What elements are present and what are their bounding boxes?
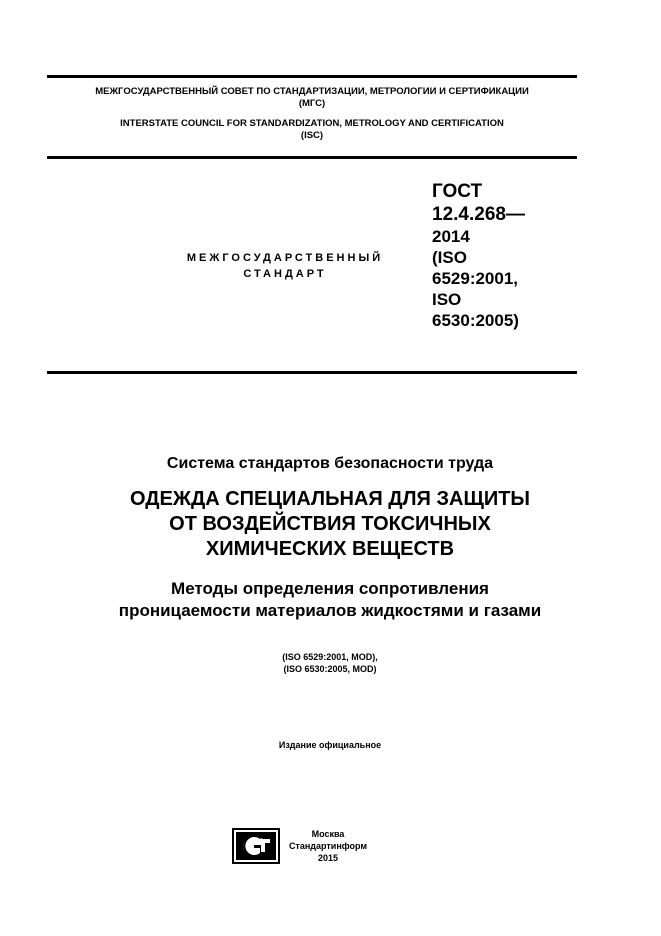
top-rule (47, 75, 577, 78)
council-name-ru: МЕЖГОСУДАРСТВЕННЫЙ СОВЕТ ПО СТАНДАРТИЗАЦИИ, МЕТРОЛОГИИ И СЕРТИФИКАЦИИ (95, 86, 529, 97)
publisher-block (283, 828, 373, 864)
subtitle-line2: проницаемости материалов жидкостями и газами (118, 601, 542, 620)
header-rule (47, 156, 577, 159)
council-abbr-ru: (МГС) (298, 98, 326, 109)
main-title-line1: ОДЕЖДА СПЕЦИАЛЬНАЯ ДЛЯ ЗАЩИТЫ (130, 488, 530, 510)
iso-ref-line2: (ISO 6530:2005, MOD) (283, 664, 377, 674)
designation-line5: 6529:2001, (432, 269, 519, 288)
designation-line1: ГОСТ (432, 181, 483, 202)
designation-line3: 2014 (432, 227, 470, 246)
council-header (47, 86, 577, 142)
designation-line6: ISO (432, 290, 462, 309)
council-abbr-en: (ISC) (300, 130, 324, 141)
standard-type (150, 250, 420, 282)
subtitle-line1: Методы определения сопротивления (171, 579, 489, 598)
main-title-line2: ОТ ВОЗДЕЙСТВИЯ ТОКСИЧНЫХ (169, 513, 491, 535)
edition-label: Издание официальное (278, 740, 382, 750)
designation-line4: (ISO (432, 248, 467, 267)
main-title-line3: ХИМИЧЕСКИХ ВЕЩЕСТВ (205, 538, 455, 560)
iso-ref-line1: (ISO 6529:2001, MOD), (282, 652, 378, 662)
standartinform-logo (232, 828, 280, 864)
standard-type-line2: СТАНДАРТ (243, 268, 327, 280)
designation-line7: 6530:2005) (432, 311, 519, 330)
publisher-name: Стандартинформ (288, 841, 368, 851)
designation-rule (47, 371, 577, 374)
council-name-en: INTERSTATE COUNCIL FOR STANDARDIZATION, METROLOGY AND CERTIFICATION (120, 118, 504, 129)
system-title: Система стандартов безопасности труда (166, 455, 494, 472)
iso-references (30, 651, 630, 675)
standard-designation (432, 180, 525, 331)
publisher-city: Москва (311, 829, 345, 839)
subtitle (30, 578, 630, 622)
designation-line2: 12.4.268— (432, 204, 525, 225)
standard-type-line1: МЕЖГОСУДАРСТВЕННЫЙ (186, 252, 384, 264)
main-title (30, 487, 630, 562)
publisher-year: 2015 (317, 853, 339, 863)
